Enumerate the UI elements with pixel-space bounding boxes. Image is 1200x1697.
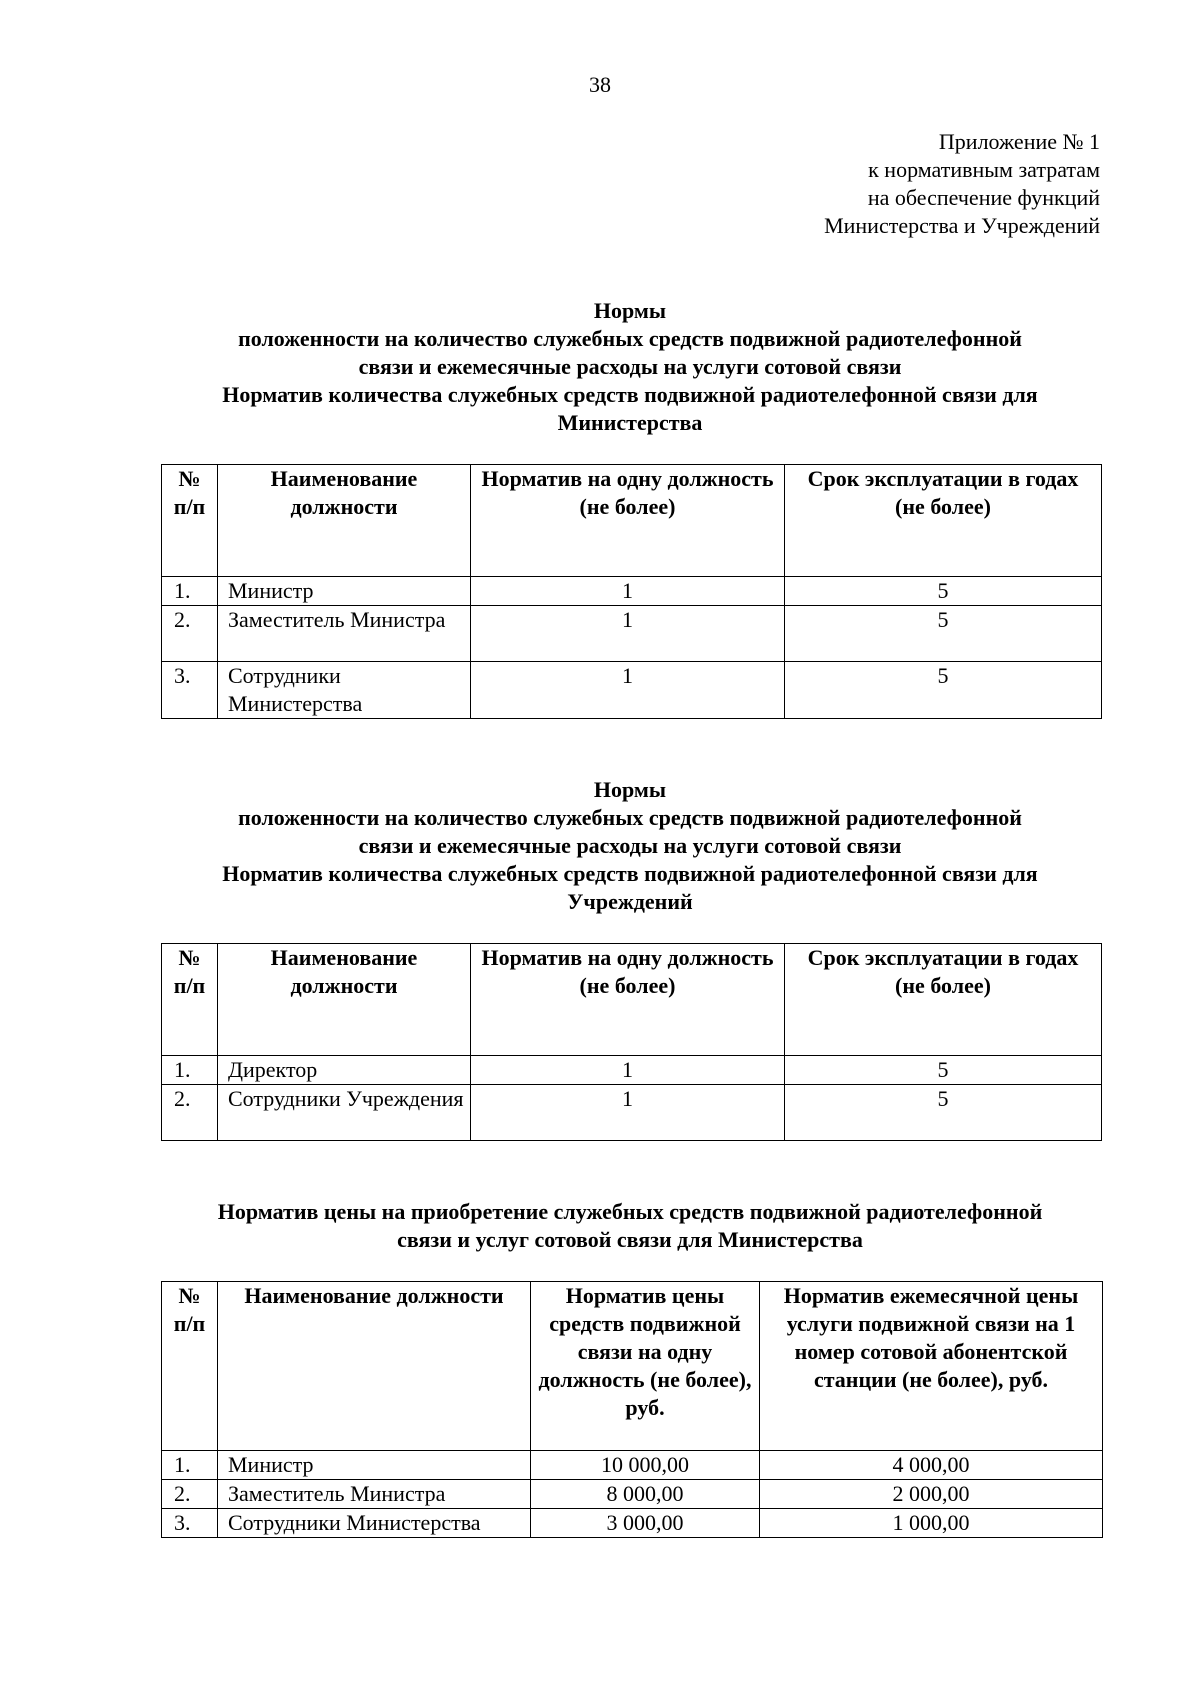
row-term: 5 [785,606,1102,662]
row-price: 3 000,00 [531,1509,760,1538]
heading-line: связи и ежемесячные расходы на услуги сотовой связи [358,833,902,858]
row-term: 5 [785,577,1102,606]
section1-heading [160,297,1100,437]
heading-line: Учреждений [567,889,693,914]
column-header-number: № п/п [162,465,218,577]
row-price: 10 000,00 [531,1451,760,1480]
row-norm: 1 [471,606,785,662]
row-norm: 1 [471,1056,785,1085]
column-header-position: Наименование должности [218,465,471,577]
row-position: Заместитель Министра [218,606,471,662]
row-number: 1. [162,1451,218,1480]
row-term: 5 [785,1056,1102,1085]
column-header-norm: Норматив на одну должность (не более) [471,944,785,1056]
page-number: 38 [589,72,611,97]
table-row [162,1085,1102,1141]
row-monthly-price: 2 000,00 [760,1480,1103,1509]
column-header-price: Норматив цены средств подвижной связи на одну должность (не более), руб. [531,1282,760,1451]
table-row [162,577,1102,606]
column-header-number: № п/п [162,1282,218,1451]
row-number: 2. [162,1085,218,1141]
row-number: 3. [162,1509,218,1538]
appendix-line: Приложение № 1 [938,129,1100,154]
column-header-norm: Норматив на одну должность (не более) [471,465,785,577]
column-header-term: Срок эксплуатации в годах (не более) [785,465,1102,577]
appendix-note [700,128,1100,240]
column-header-number: № п/п [162,944,218,1056]
row-number: 3. [162,662,218,719]
row-number: 1. [162,577,218,606]
row-position: Сотрудники Министерства [218,662,471,719]
row-position: Министр [218,577,471,606]
row-price: 8 000,00 [531,1480,760,1509]
heading-line: Норматив цены на приобретение служебных средств подвижной радиотелефонной [217,1199,1043,1224]
heading-line: положенности на количество служебных средств подвижной радиотелефонной [238,805,1022,830]
row-position: Заместитель Министра [218,1480,531,1509]
row-term: 5 [785,1085,1102,1141]
table-header-row [162,944,1102,1056]
row-norm: 1 [471,577,785,606]
row-norm: 1 [471,662,785,719]
row-monthly-price: 4 000,00 [760,1451,1103,1480]
column-header-position: Наименование должности [218,944,471,1056]
ministry-quantity-table [161,464,1102,719]
table-row [162,1480,1103,1509]
row-position: Сотрудники Министерства [218,1509,531,1538]
row-number: 1. [162,1056,218,1085]
appendix-line: Министерства и Учреждений [824,213,1100,238]
column-header-position: Наименование должности [218,1282,531,1451]
ministry-price-table [161,1281,1103,1538]
row-term: 5 [785,662,1102,719]
table-row [162,1451,1103,1480]
heading-line: Нормы [593,298,667,323]
appendix-line: на обеспечение функций [867,185,1100,210]
column-header-term: Срок эксплуатации в годах (не более) [785,944,1102,1056]
row-monthly-price: 1 000,00 [760,1509,1103,1538]
appendix-line: к нормативным затратам [868,157,1100,182]
row-position: Директор [218,1056,471,1085]
row-position: Сотрудники Учреждения [218,1085,471,1141]
table-row [162,1509,1103,1538]
institution-quantity-table [161,943,1102,1141]
heading-line: положенности на количество служебных средств подвижной радиотелефонной [238,326,1022,351]
row-number: 2. [162,606,218,662]
section3-heading [160,1198,1100,1254]
column-header-monthly-price: Норматив ежемесячной цены услуги подвижной связи на 1 номер сотовой абонентской станции (не более), руб. [760,1282,1103,1451]
section2-heading [160,776,1100,916]
heading-line: Министерства [557,410,703,435]
row-position: Министр [218,1451,531,1480]
table-row [162,606,1102,662]
table-row [162,662,1102,719]
heading-line: Нормы [593,777,667,802]
heading-line: связи и ежемесячные расходы на услуги сотовой связи [358,354,902,379]
heading-line: Норматив количества служебных средств подвижной радиотелефонной связи для [222,861,1038,886]
table-header-row [162,465,1102,577]
table-header-row [162,1282,1103,1451]
heading-line: связи и услуг сотовой связи для Министерства [397,1227,863,1252]
row-norm: 1 [471,1085,785,1141]
row-number: 2. [162,1480,218,1509]
table-row [162,1056,1102,1085]
heading-line: Норматив количества служебных средств подвижной радиотелефонной связи для [222,382,1038,407]
